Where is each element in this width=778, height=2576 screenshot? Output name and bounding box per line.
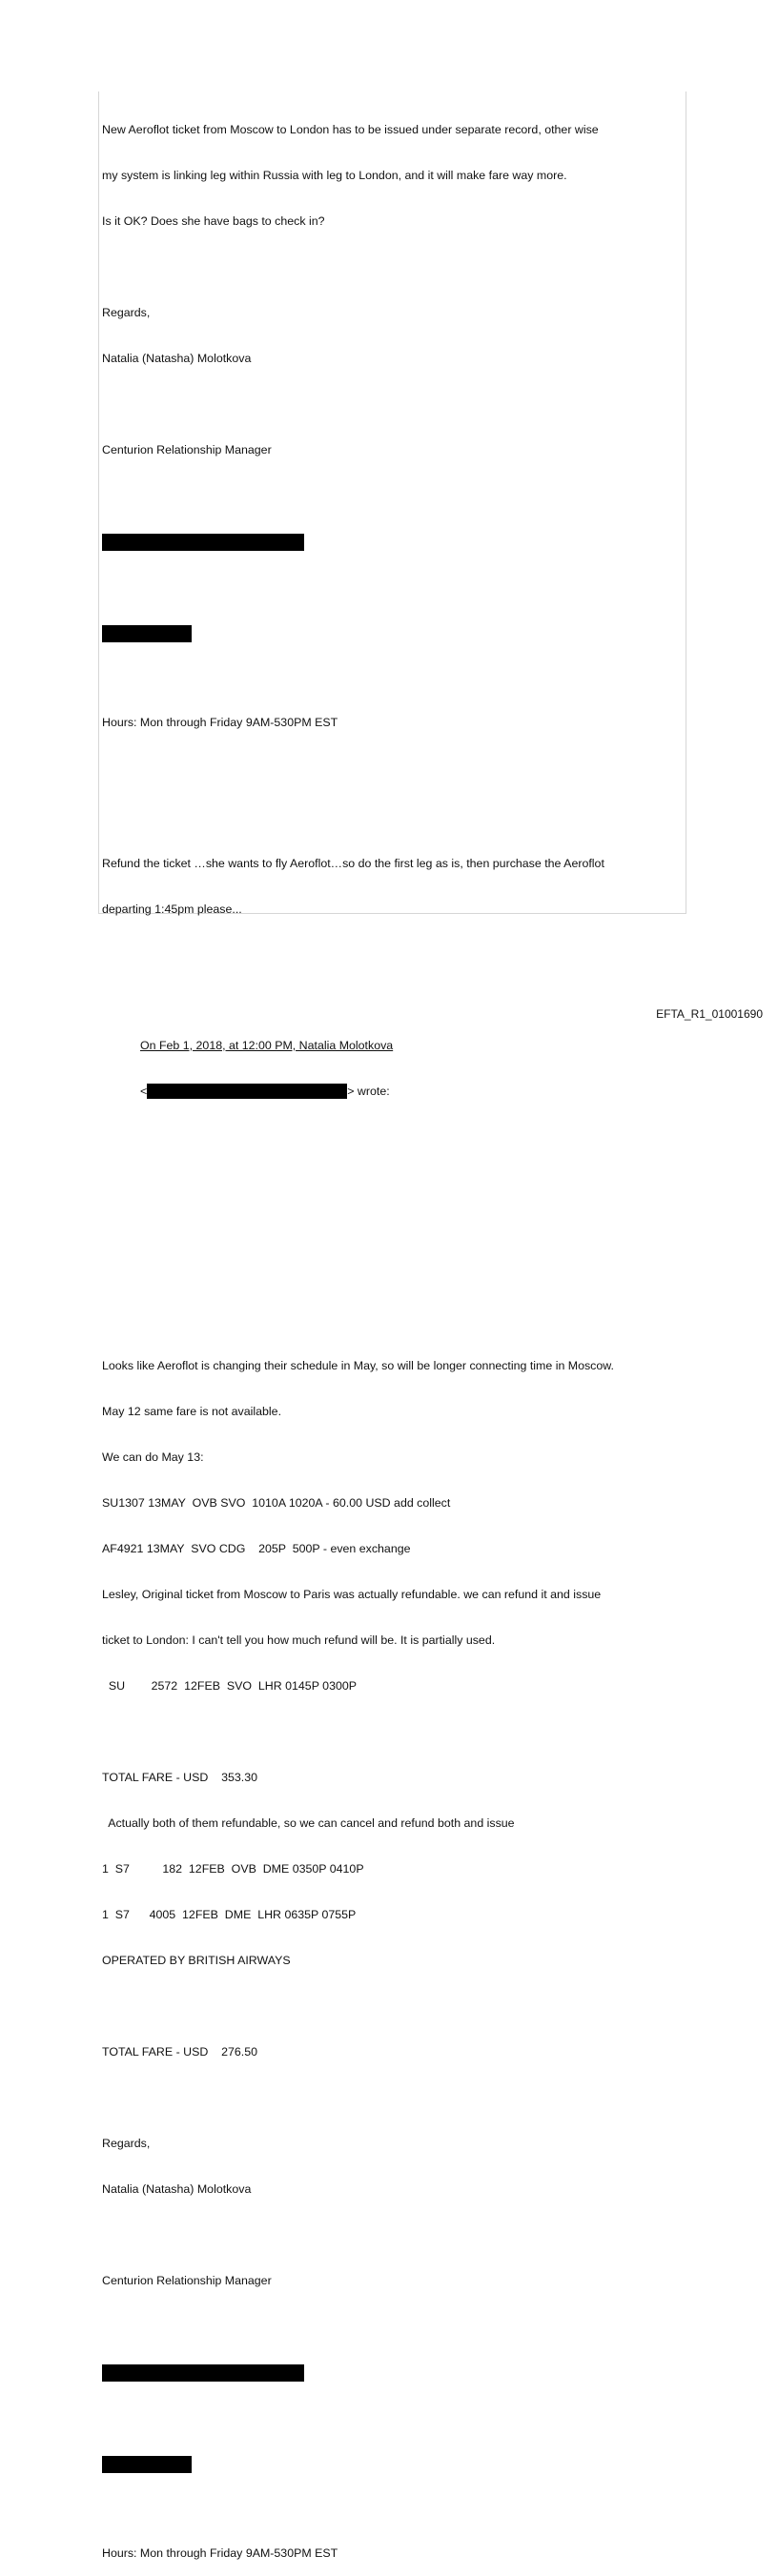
blank-line — [102, 1221, 686, 1236]
flight-line: AF4921 13MAY SVO CDG 205P 500P - even exchange — [102, 1542, 411, 1555]
blank-line — [102, 761, 686, 776]
redaction-bar — [102, 2364, 304, 2382]
signature-title: Centurion Relationship Manager — [102, 2274, 272, 2287]
blank-line — [102, 396, 686, 412]
text-line: Refund the ticket …she wants to fly Aeroflot…so do the first leg as is, then purchase the Aeroflot — [102, 857, 604, 870]
signature-regards: Regards, — [102, 306, 151, 319]
blank-line — [102, 259, 686, 274]
signature-hours: Hours: Mon through Friday 9AM-530PM EST — [102, 716, 338, 729]
signature-hours: Hours: Mon through Friday 9AM-530PM EST — [102, 2546, 338, 2560]
text-line: Lesley, Original ticket from Moscow to Paris was actually refundable. we can refund it and issue — [102, 1588, 602, 1601]
document-id: EFTA_R1_01001690 — [656, 1007, 763, 1021]
blank-line — [102, 2090, 686, 2105]
quote-header — [102, 1038, 686, 1053]
total-fare: TOTAL FARE - USD 276.50 — [102, 2045, 257, 2059]
text-line: Actually both of them refundable, so we can cancel and refund both and issue — [102, 1816, 515, 1830]
redaction-bar — [102, 625, 192, 642]
flight-line: SU1307 13MAY OVB SVO 1010A 1020A - 60.00 USD add collect — [102, 1496, 451, 1510]
email-document — [102, 91, 686, 2576]
quote-wrote: > wrote: — [347, 1085, 390, 1098]
redaction-bar — [102, 534, 304, 551]
text-line: OPERATED BY BRITISH AIRWAYS — [102, 1954, 291, 1967]
text-line: Is it OK? Does she have bags to check in? — [102, 214, 325, 228]
flight-line: 1 S7 182 12FEB OVB DME 0350P 0410P — [102, 1862, 364, 1876]
signature-name: Natalia (Natasha) Molotkova — [102, 2182, 252, 2196]
text-line: departing 1:45pm please... — [102, 903, 242, 916]
total-fare: TOTAL FARE - USD 353.30 — [102, 1771, 257, 1784]
blank-line — [102, 2504, 686, 2515]
blank-line — [102, 1267, 686, 1282]
text-line: Looks like Aeroflot is changing their schedule in May, so will be longer connecting time in Moscow. — [102, 1359, 614, 1372]
redaction-bar — [147, 1084, 347, 1099]
quote-email-line — [102, 1084, 686, 1099]
flight-line: SU 2572 12FEB SVO LHR 0145P 0300P — [102, 1679, 358, 1693]
quote-open-bracket: < — [140, 1085, 148, 1098]
blank-line — [102, 2319, 686, 2334]
blank-line — [102, 1129, 686, 1145]
blank-line — [102, 1998, 686, 2014]
blank-line — [102, 1312, 686, 1328]
signature-name: Natalia (Natasha) Molotkova — [102, 352, 252, 365]
blank-line — [102, 1724, 686, 1739]
blank-line — [102, 488, 686, 503]
signature-regards: Regards, — [102, 2137, 151, 2150]
signature-title: Centurion Relationship Manager — [102, 443, 272, 456]
blank-line — [102, 806, 686, 825]
blank-line — [102, 2412, 686, 2425]
redaction-bar — [102, 2456, 192, 2473]
blank-line — [102, 581, 686, 595]
text-line: New Aeroflot ticket from Moscow to London has to be issued under separate record, other wise — [102, 123, 599, 136]
text-line: my system is linking leg within Russia with leg to London, and it will make fare way more. — [102, 169, 567, 182]
blank-line — [102, 993, 686, 1007]
text-line: May 12 same fare is not available. — [102, 1405, 282, 1418]
blank-line — [102, 673, 686, 684]
text-line: We can do May 13: — [102, 1450, 204, 1464]
blank-line — [102, 947, 686, 963]
blank-line — [102, 1175, 686, 1190]
blank-line — [102, 2227, 686, 2242]
text-line: ticket to London: I can't tell you how much refund will be. It is partially used. — [102, 1633, 496, 1647]
quote-header-text: On Feb 1, 2018, at 12:00 PM, Natalia Molotkova — [140, 1039, 394, 1052]
flight-line: 1 S7 4005 12FEB DME LHR 0635P 0755P — [102, 1908, 357, 1921]
